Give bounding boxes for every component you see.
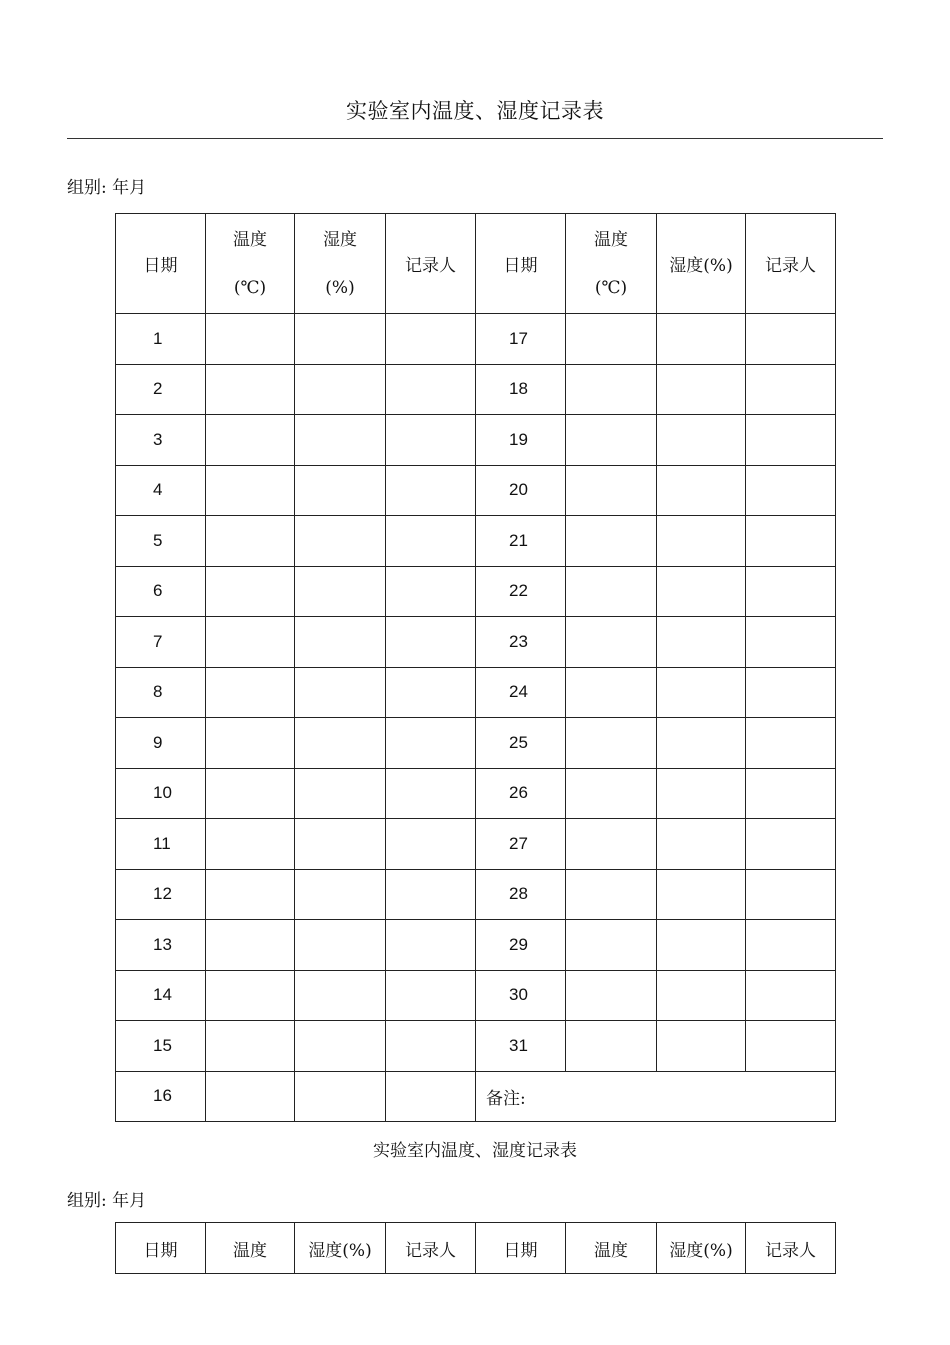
recorder-cell[interactable] [746,869,836,920]
humidity-cell[interactable] [295,314,386,365]
day-number: 13 [116,920,206,971]
second-header-date-right: 日期 [476,1223,566,1274]
table-row [116,1021,836,1072]
temperature-cell[interactable] [566,768,657,819]
temperature-cell[interactable] [206,516,295,567]
header-date-right: 日期 [476,214,566,314]
table-row [116,718,836,769]
temperature-cell[interactable] [206,718,295,769]
temperature-cell[interactable] [206,667,295,718]
recorder-cell[interactable] [746,364,836,415]
table-row [116,617,836,668]
recorder-cell[interactable] [386,617,476,668]
day-number: 16 [116,1071,206,1122]
humidity-cell[interactable] [295,516,386,567]
day-number: 4 [116,465,206,516]
second-record-table [115,1222,836,1274]
temperature-cell[interactable] [206,1071,295,1122]
humidity-cell[interactable] [657,920,746,971]
humidity-cell[interactable] [657,970,746,1021]
recorder-cell[interactable] [746,718,836,769]
recorder-cell[interactable] [386,718,476,769]
day-number: 27 [476,819,566,870]
table-row [116,415,836,466]
day-number: 29 [476,920,566,971]
day-number: 26 [476,768,566,819]
table-row [116,869,836,920]
remark-cell[interactable]: 备注: [476,1071,836,1122]
recorder-cell[interactable] [746,314,836,365]
temperature-cell[interactable] [206,465,295,516]
table-row [116,314,836,365]
recorder-cell[interactable] [386,667,476,718]
temperature-cell[interactable] [206,415,295,466]
day-number: 30 [476,970,566,1021]
day-number: 18 [476,364,566,415]
table-row [116,364,836,415]
humidity-cell[interactable] [657,1021,746,1072]
humidity-cell[interactable] [657,465,746,516]
day-number: 10 [116,768,206,819]
humidity-cell[interactable] [295,1071,386,1122]
humidity-cell[interactable] [295,415,386,466]
humidity-cell[interactable] [657,364,746,415]
recorder-cell[interactable] [746,970,836,1021]
second-header-humidity-right: 湿度(%) [657,1223,746,1274]
recorder-cell[interactable] [746,465,836,516]
recorder-cell[interactable] [746,768,836,819]
temperature-cell[interactable] [206,920,295,971]
day-number: 25 [476,718,566,769]
temperature-cell[interactable] [566,920,657,971]
second-header-temperature-right: 温度 [566,1223,657,1274]
day-number: 8 [116,667,206,718]
humidity-cell[interactable] [295,718,386,769]
humidity-cell[interactable] [295,667,386,718]
temperature-cell[interactable] [206,869,295,920]
recorder-cell[interactable] [386,314,476,365]
day-number: 19 [476,415,566,466]
day-number: 20 [476,465,566,516]
temperature-cell[interactable] [206,364,295,415]
temperature-cell[interactable] [566,415,657,466]
humidity-cell[interactable] [295,920,386,971]
temperature-cell[interactable] [206,970,295,1021]
temperature-cell[interactable] [566,1021,657,1072]
temperature-cell[interactable] [206,819,295,870]
humidity-cell[interactable] [657,516,746,567]
recorder-cell[interactable] [386,566,476,617]
humidity-cell[interactable] [295,869,386,920]
humidity-cell[interactable] [295,617,386,668]
recorder-cell[interactable] [386,516,476,567]
day-number: 31 [476,1021,566,1072]
second-table-header-row [116,1223,836,1274]
title-divider [67,138,883,139]
humidity-cell[interactable] [295,364,386,415]
table-row [116,819,836,870]
second-title: 实验室内温度、湿度记录表 [373,1141,577,1161]
header-recorder-right: 记录人 [746,214,836,314]
recorder-cell[interactable] [746,415,836,466]
recorder-cell[interactable] [746,819,836,870]
temperature-cell[interactable] [206,617,295,668]
header-recorder: 记录人 [386,214,476,314]
temperature-cell[interactable] [206,314,295,365]
humidity-cell[interactable] [295,465,386,516]
recorder-cell[interactable] [386,1021,476,1072]
recorder-cell[interactable] [746,516,836,567]
day-number: 2 [116,364,206,415]
day-number: 11 [116,819,206,870]
humidity-cell[interactable] [295,1021,386,1072]
group-label: 组别: 年月 [67,178,147,198]
record-table [115,213,836,1122]
recorder-cell[interactable] [746,617,836,668]
recorder-cell[interactable] [746,1021,836,1072]
recorder-cell[interactable] [386,920,476,971]
humidity-cell[interactable] [657,566,746,617]
day-number: 5 [116,516,206,567]
temperature-cell[interactable] [566,667,657,718]
humidity-cell[interactable] [657,718,746,769]
table-row [116,566,836,617]
recorder-cell[interactable] [386,768,476,819]
temperature-cell[interactable] [566,970,657,1021]
humidity-cell[interactable] [657,768,746,819]
humidity-cell[interactable] [657,415,746,466]
temperature-cell[interactable] [206,566,295,617]
temperature-cell[interactable] [566,718,657,769]
day-number: 21 [476,516,566,567]
humidity-cell[interactable] [295,566,386,617]
day-number: 9 [116,718,206,769]
header-temperature: 温度 (℃) [206,214,295,314]
table-row [116,516,836,567]
temperature-cell[interactable] [206,1021,295,1072]
recorder-cell[interactable] [386,415,476,466]
day-number: 24 [476,667,566,718]
day-number: 22 [476,566,566,617]
second-header-humidity: 湿度(%) [295,1223,386,1274]
temperature-cell[interactable] [566,869,657,920]
header-humidity-right: 湿度(%) [657,214,746,314]
humidity-cell[interactable] [295,819,386,870]
temperature-cell[interactable] [566,819,657,870]
temperature-cell[interactable] [566,465,657,516]
day-number: 15 [116,1021,206,1072]
second-group-label: 组别: 年月 [67,1191,147,1211]
table-row [116,465,836,516]
header-humidity: 湿度 (%) [295,214,386,314]
recorder-cell[interactable] [386,465,476,516]
temperature-cell[interactable] [566,566,657,617]
day-number: 6 [116,566,206,617]
humidity-cell[interactable] [657,314,746,365]
day-number: 1 [116,314,206,365]
humidity-cell[interactable] [657,869,746,920]
table-row [116,768,836,819]
humidity-cell[interactable] [295,970,386,1021]
header-date: 日期 [116,214,206,314]
humidity-cell[interactable] [295,768,386,819]
second-header-recorder: 记录人 [386,1223,476,1274]
day-number: 28 [476,869,566,920]
second-header-recorder-right: 记录人 [746,1223,836,1274]
day-number: 12 [116,869,206,920]
humidity-cell[interactable] [657,667,746,718]
recorder-cell[interactable] [386,819,476,870]
recorder-cell[interactable] [386,1071,476,1122]
recorder-cell[interactable] [386,364,476,415]
temperature-cell[interactable] [206,768,295,819]
recorder-cell[interactable] [386,970,476,1021]
recorder-cell[interactable] [746,667,836,718]
second-header-date: 日期 [116,1223,206,1274]
day-number: 14 [116,970,206,1021]
table-row [116,920,836,971]
recorder-cell[interactable] [746,566,836,617]
temperature-cell[interactable] [566,516,657,567]
table-row [116,1071,836,1122]
table-row [116,667,836,718]
header-temperature-right: 温度 (℃) [566,214,657,314]
recorder-cell[interactable] [386,869,476,920]
humidity-cell[interactable] [657,819,746,870]
humidity-cell[interactable] [657,617,746,668]
table-header-row [116,214,836,314]
second-header-temperature: 温度 [206,1223,295,1274]
temperature-cell[interactable] [566,364,657,415]
day-number: 23 [476,617,566,668]
temperature-cell[interactable] [566,314,657,365]
table-row [116,970,836,1021]
day-number: 17 [476,314,566,365]
recorder-cell[interactable] [746,920,836,971]
temperature-cell[interactable] [566,617,657,668]
day-number: 3 [116,415,206,466]
document-title: 实验室内温度、湿度记录表 [346,99,604,123]
day-number: 7 [116,617,206,668]
